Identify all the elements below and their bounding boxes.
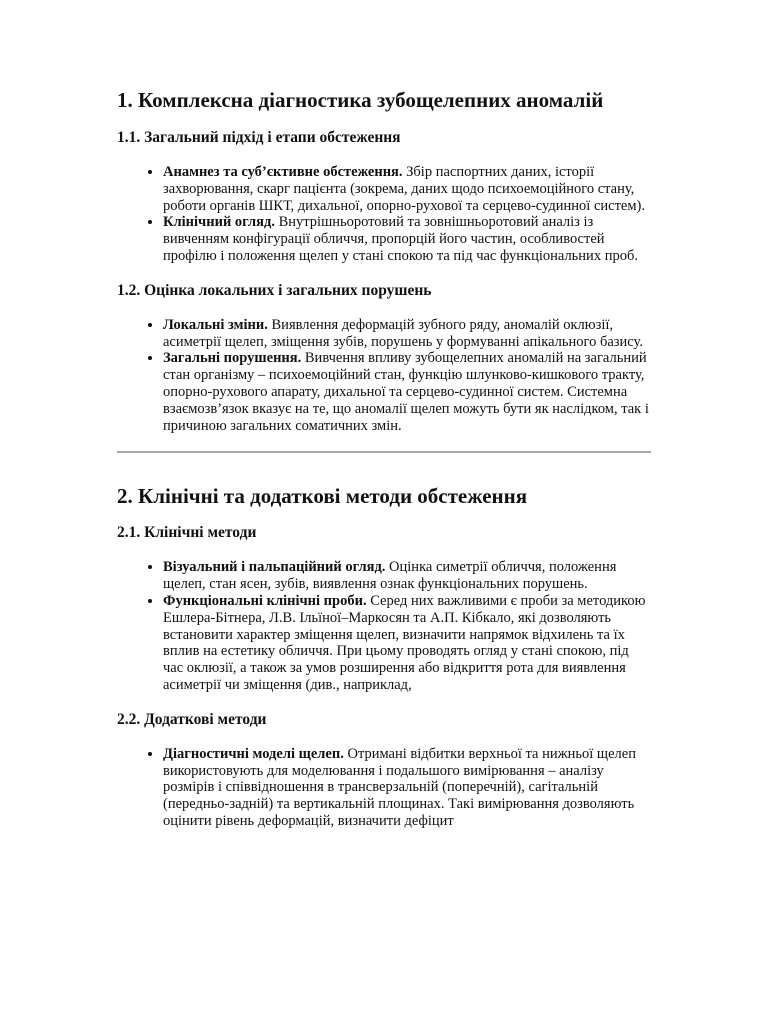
list-item	[163, 559, 651, 593]
list-item-lead: Локальні зміни.	[163, 316, 268, 333]
subsection-2-1-heading: 2.1. Клінічні методи	[117, 524, 257, 542]
list-item-lead: Діагностичні моделі щелеп.	[163, 745, 344, 762]
subsection-2-2-list	[117, 746, 651, 830]
subsection-1-1-list	[117, 164, 651, 265]
section-1-heading: 1. Комплексна діагностика зубощелепних аномалій	[117, 88, 604, 112]
list-item-lead: Функціональні клінічні проби.	[163, 592, 367, 609]
list-item	[163, 317, 651, 351]
list-item-text: Внутрішньоротовий та зовнішньоротовий аналіз із вивченням конфігурації обличчя, пропорцій його частин, особливостей профілю і положення щелеп у стані спокою та під час функціональних проб.	[163, 214, 638, 264]
list-item	[163, 746, 651, 830]
list-item-text: Вивчення впливу зубощелепних аномалій на загальний стан організму – психоемоційний стан, функцію шлунково-кишкового тракту, опорно-рухового апарату, дихальної та серцево-судинної систем. Системна взаємозв’язок вказує на те, що аномалії щелеп можуть бути як наслідком, так і причиною загальних соматичних змін.	[163, 350, 649, 434]
subsection-1-2-list	[117, 317, 651, 435]
list-item	[163, 593, 651, 694]
list-item-lead: Загальні порушення.	[163, 350, 302, 367]
list-item-text: Отримані відбитки верхньої та нижньої щелеп використовують для моделювання і подальшого вимірювання – аналізу розмірів і співвідношення в трансверзальній (поперечній), сагітальній (передньо-задній) та вертикальній площинах. Такі вимірювання дозволяють оцінити рівень деформацій, визначити дефіцит	[163, 745, 636, 829]
list-item-text: Збір паспортних даних, історії захворювання, скарг пацієнта (зокрема, даних щодо психоемоційного стану, роботи органів ШКТ, дихальної, опорно-рухової та серцево-судинної систем).	[163, 164, 645, 214]
list-item-text: Серед них важливими є проби за методикою Ешлера-Бітнера, Л.В. Ільїної–Маркосян та А.П. Кібкало, які дозволяють встановити характер зміщення щелеп, визначити напрямок відхилень та їх вплив на естетику обличчя. При цьому проводять огляд у стані спокою, під час оклюзії, а також за умов розширення або відкриття рота для виявлення асиметрії чи зміщення (див., наприклад,	[163, 592, 646, 693]
subsection-2-1-list	[117, 559, 651, 693]
subsection-1-1-heading: 1.1. Загальний підхід і етапи обстеження	[117, 129, 401, 146]
subsection-1-2-heading: 1.2. Оцінка локальних і загальних порушень	[117, 281, 432, 299]
list-item-lead: Візуальний і пальпаційний огляд.	[163, 559, 386, 576]
section-2-heading: 2. Клінічні та додаткові методи обстеження	[117, 484, 528, 509]
list-item	[163, 350, 651, 434]
list-item-text: Оцінка симетрії обличчя, положення щелеп, стан ясен, зубів, виявлення ознак функціональних порушень.	[163, 559, 617, 593]
list-item	[163, 164, 651, 214]
subsection-2-2-heading: 2.2. Додаткові методи	[117, 710, 267, 728]
list-item-lead: Клінічний огляд.	[163, 214, 275, 231]
list-item-lead: Анамнез та суб’єктивне обстеження.	[163, 164, 403, 180]
list-item	[163, 214, 651, 264]
document-content	[117, 88, 651, 830]
section-divider	[117, 451, 651, 453]
list-item-text: Виявлення деформацій зубного ряду, аномалій оклюзії, асиметрії щелеп, зміщення зубів, порушень у формуванні апікального базису.	[163, 316, 643, 350]
